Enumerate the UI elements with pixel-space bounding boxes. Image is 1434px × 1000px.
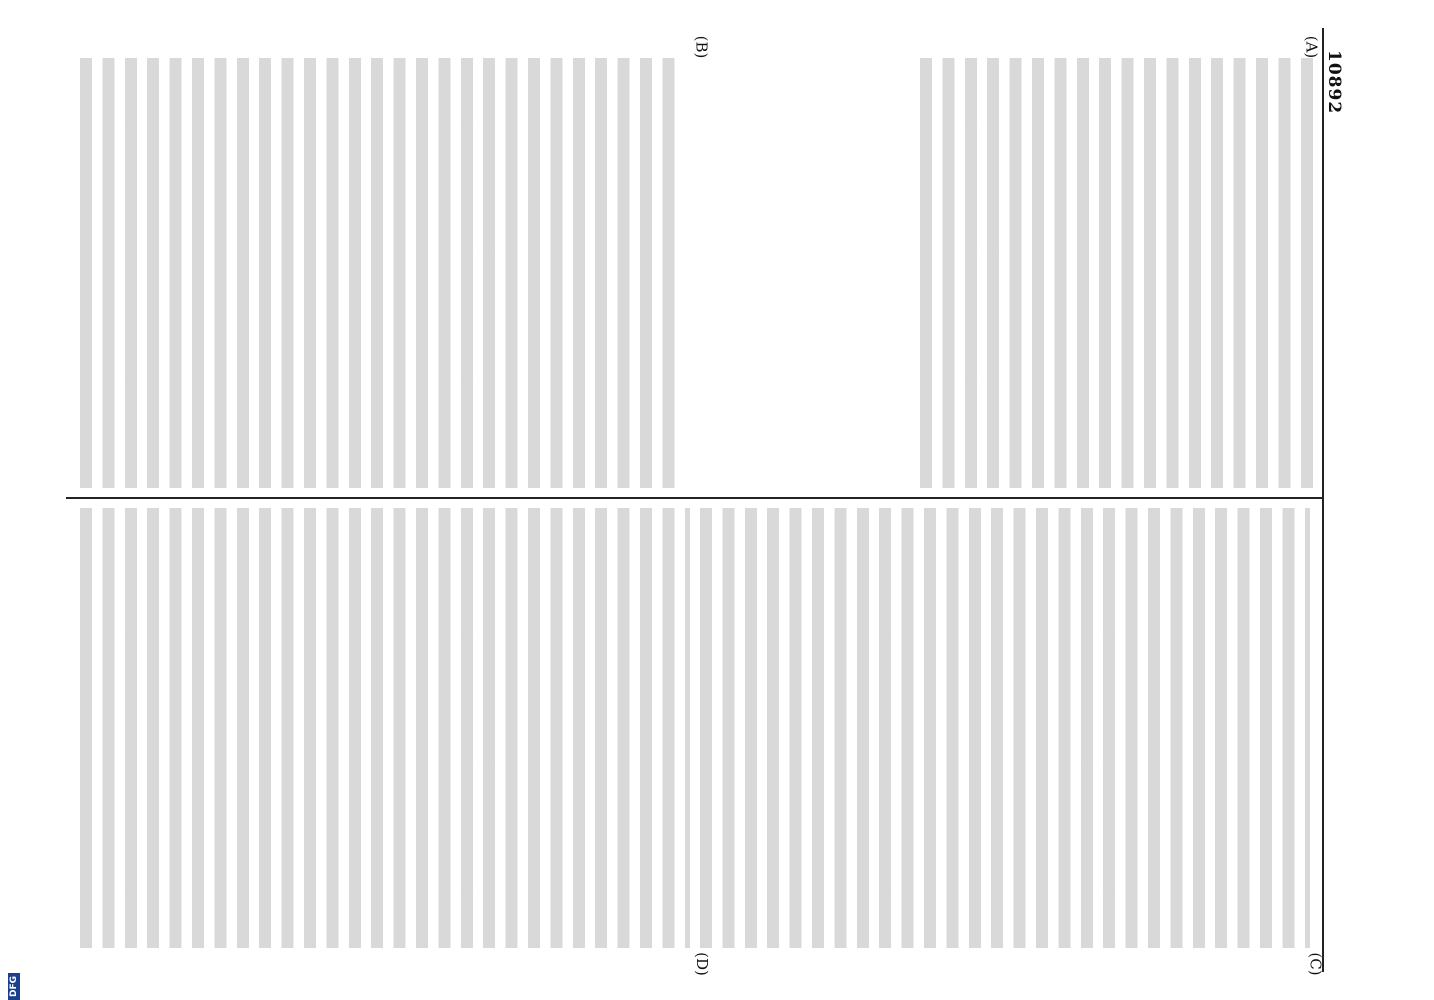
- section-marker-c: (C): [1306, 952, 1325, 976]
- text-block-lower-right: [700, 508, 1310, 948]
- text-block-upper-left: [84, 58, 684, 488]
- text-block-upper-right: [918, 58, 1318, 488]
- dfg-logo: DFG: [8, 973, 20, 1000]
- digitization-credit: [6, 0, 20, 1000]
- page-header: [1322, 0, 1346, 1000]
- section-marker-d: (D): [692, 952, 711, 976]
- section-marker-a: (A): [1302, 35, 1321, 59]
- column-divider: [66, 497, 1322, 499]
- page-number: 10892: [1324, 50, 1344, 115]
- header-rule: [1322, 28, 1324, 972]
- text-block-lower-left: [80, 508, 690, 948]
- section-marker-b: (B): [692, 35, 711, 59]
